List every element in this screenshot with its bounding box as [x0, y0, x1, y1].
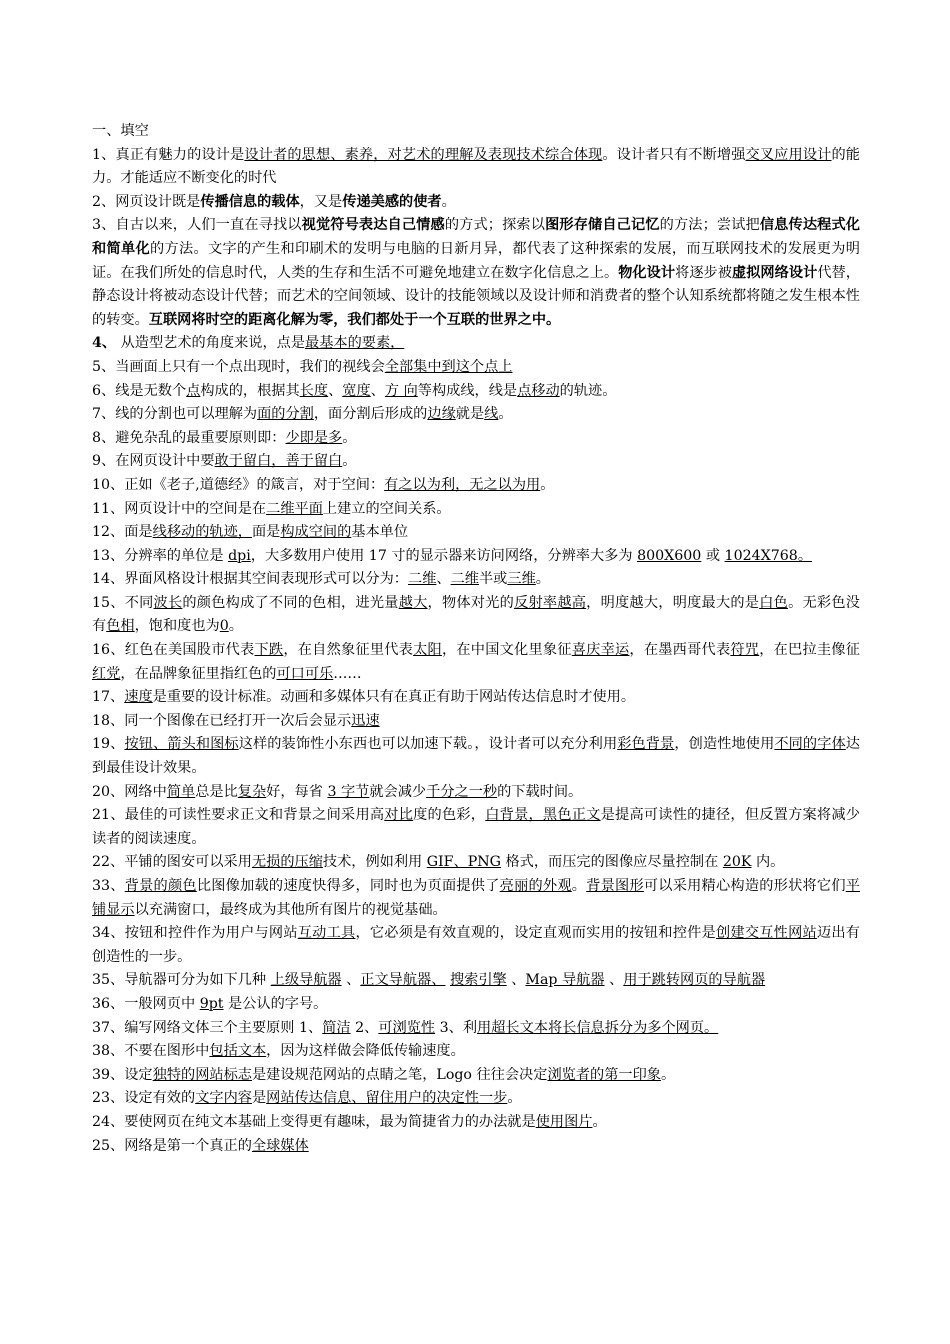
answer-text: 二维平面: [266, 500, 323, 517]
answer-text: 平铺显示: [92, 878, 860, 918]
answer-text: 背景图形: [586, 878, 644, 894]
text-run: 19、: [92, 736, 125, 753]
paragraph: [92, 686, 860, 710]
text-run: 比图像加载的速度快得多，同时也为页面提供了: [196, 878, 500, 894]
answer-text: 全部集中到这个点上: [384, 358, 513, 375]
text-run: 35、导航器可分为如下几种: [92, 972, 271, 989]
paragraph: [92, 1064, 860, 1088]
paragraph: [92, 568, 860, 592]
paragraph: [92, 474, 860, 498]
answer-text: 简洁: [322, 1019, 351, 1036]
text-run: ，明度越大，明度最大的是: [586, 594, 760, 611]
text-run: 、: [604, 972, 624, 989]
answer-text: 千分之一秒: [426, 783, 498, 800]
text-run: 6、线是无数个: [92, 382, 187, 399]
paragraph: [92, 521, 860, 545]
text-run: 。: [498, 406, 513, 423]
bold-text: 互联网将时空的距离化解为零，我们都处于一个互联的世界之中。: [148, 311, 561, 328]
text-run: 的颜色构成了不同的色相，进光量: [182, 594, 399, 611]
text-run: ，又是: [299, 193, 343, 210]
paragraph: [92, 639, 860, 686]
text-run: 38、不要在图形中: [92, 1043, 210, 1060]
text-run: 的能力。才能适应不断变化的时代: [92, 146, 860, 187]
paragraph: [92, 214, 860, 332]
answer-text: 构成空间的: [280, 524, 352, 541]
paragraph: [92, 1040, 860, 1064]
text-run: 格式，而压完的图像应尽量控制在: [500, 854, 723, 871]
answer-text: 彩色背景: [617, 736, 675, 753]
answer-text: 敢于留白，善于留白: [214, 453, 343, 470]
answer-text: 可口可乐: [276, 665, 334, 682]
answer-text: 浏览者的第一印象: [547, 1066, 661, 1083]
text-run: 。: [592, 1113, 607, 1130]
text-run: 13、分辨率的单位是: [92, 547, 229, 564]
answer-text: 亮丽的外观: [499, 878, 572, 894]
text-run: 是: [251, 1090, 267, 1107]
answer-text: 不同的字体: [774, 736, 846, 753]
text-run: 10、正如《老子,道德经》的箴言，对于空间：: [92, 476, 385, 493]
paragraph: [92, 545, 860, 569]
text-run: ，在墨西哥代表: [629, 642, 731, 659]
text-run: 8、避免杂乱的最重要原则即：: [92, 429, 286, 446]
text-run: 2、网页设计既是: [92, 193, 201, 210]
answer-text: 1024X768。: [724, 547, 813, 564]
paragraph: [92, 427, 860, 451]
text-run: 7、线的分割也可以理解为: [92, 406, 258, 423]
text-run: ，在品牌象征里指红色的: [120, 665, 277, 682]
text-run: 一、填空: [92, 123, 149, 139]
text-run: ，在中国文化里象征: [441, 642, 572, 659]
text-run: 以充满窗口，最终成为其他所有图片的视觉基础。: [134, 901, 447, 918]
text-run: 21、最佳的可读性要求正文和背景之间采用高: [92, 807, 385, 824]
text-run: 18、同一个图像在已经打开一次后会显示: [92, 712, 352, 729]
answer-text: 迅速: [351, 712, 380, 729]
paragraph: [92, 1135, 860, 1159]
text-run: 5、当画面上只有一个点出现时，我们的视线会: [92, 358, 385, 375]
paragraph: [92, 804, 860, 851]
text-run: 。: [571, 878, 587, 894]
text-run: 的方式；探索以: [444, 217, 546, 234]
answer-text: 色相: [106, 618, 135, 635]
answer-text: 边缘: [427, 406, 456, 423]
answer-text: 创建交互性网站: [715, 925, 817, 942]
paragraph: [92, 380, 860, 404]
answer-text: 用于跳转网页的导航器: [623, 972, 766, 989]
answer-text: 包括文本: [209, 1043, 267, 1060]
text-run: 就是: [455, 406, 485, 423]
answer-text: 搜索引擎: [449, 972, 507, 989]
answer-text: 二维: [450, 571, 479, 588]
paragraph: [92, 710, 860, 734]
answer-text: 互动工具: [297, 925, 356, 942]
text-run: 等构成线，线是: [417, 382, 518, 399]
text-run: 基本单位: [351, 524, 409, 541]
text-run: 3、自古以来，人们一直在寻找以: [92, 217, 302, 234]
paragraph: [92, 1017, 860, 1041]
text-run: 14、界面风格设计根据其空间表现形式可以分为：: [92, 571, 408, 588]
answer-text: 线移动的轨迹，: [152, 524, 252, 541]
text-run: 。: [507, 1090, 522, 1107]
text-run: 将逐步被: [675, 264, 732, 281]
answer-text: 0: [219, 618, 229, 635]
text-run: 技术，例如利用: [322, 854, 427, 871]
text-run: 的轨迹。: [559, 382, 617, 399]
section-heading: [92, 120, 860, 144]
answer-text: 按钮、箭头和图标: [124, 736, 239, 753]
bold-text: 传递美感的使者: [342, 193, 442, 210]
text-run: 面是: [251, 524, 281, 541]
answer-text: 宽度: [342, 382, 371, 399]
text-run: ……: [333, 665, 362, 682]
answer-text: 20K: [722, 854, 752, 871]
text-run: 34、按钮和控件作为用户与网站: [92, 925, 298, 942]
answer-text: 符咒: [730, 642, 760, 659]
answer-text: 白色: [759, 594, 789, 611]
text-run: 总是比: [195, 783, 238, 800]
paragraph: [92, 922, 860, 969]
text-run: 16、红色在美国股市代表: [92, 642, 255, 659]
bold-text: 虚拟网络设计: [731, 264, 818, 281]
text-run: ，在自然象征里代表: [283, 642, 414, 659]
bold-text: 信息传达程式化和简单化: [92, 217, 860, 257]
text-run: 。: [535, 571, 550, 588]
text-run: 可以采用精心构造的形状将它们: [643, 878, 846, 894]
answer-text: 简单: [166, 783, 196, 800]
paragraph: [92, 191, 860, 215]
text-run: 从造型艺术的角度来说，点是: [116, 335, 306, 352]
bold-text: 图形存储自己记忆: [545, 217, 660, 234]
text-run: ，面分割后形成的: [313, 406, 428, 423]
answer-text: 全球媒体: [251, 1137, 309, 1154]
text-run: 、: [370, 382, 385, 399]
answer-text: GIF、PNG: [426, 854, 501, 871]
answer-text: 最基本的要素，: [305, 335, 405, 352]
answer-text: 速度: [124, 689, 153, 706]
answer-text: 反射率越高: [514, 594, 587, 611]
text-run: 是提高可读性的捷径，但反置方案将减少读者的阅读速度。: [92, 807, 860, 847]
text-run: 33、: [92, 878, 125, 894]
text-run: 39、设定: [92, 1066, 153, 1083]
answer-text: 使用图片: [535, 1113, 593, 1130]
paragraph: [92, 969, 860, 993]
text-run: 的方法；尝试把: [659, 217, 760, 234]
answer-text: 线: [484, 406, 499, 423]
text-run: 24、要使网页在纯文本基础上变得更有趣味，最为简捷省力的办法就是: [92, 1113, 536, 1130]
bold-text: 传播信息的载体: [200, 193, 300, 210]
text-run: 。: [228, 618, 243, 635]
bold-text: 4、: [92, 335, 117, 352]
text-run: 这样的装饰性小东西也可以加速下载。，设计者可以充分利用: [238, 736, 618, 753]
text-run: 的下载时间。: [497, 783, 583, 800]
bold-text: 物化设计: [618, 264, 676, 281]
answer-text: 3 字节: [327, 783, 370, 800]
answer-text: 独特的网站标志: [152, 1066, 252, 1083]
text-run: 好，每省: [266, 783, 328, 800]
text-run: 、: [328, 382, 343, 399]
text-run: 、: [436, 571, 451, 588]
answer-text: 上级导航器: [270, 972, 342, 989]
text-run: 1、真正有魅力的设计是: [92, 146, 245, 163]
answer-text: 越大: [398, 594, 428, 611]
text-run: 3、利: [435, 1019, 478, 1036]
answer-text: 交叉应用设计: [745, 146, 832, 163]
answer-text: 下跌: [254, 642, 284, 659]
paragraph: [92, 144, 860, 191]
text-run: 上建立的空间关系。: [322, 500, 451, 517]
text-run: 内。: [751, 854, 785, 871]
text-run: 的方法。文字的产生和印刷术的发明与电脑的日新月异，都代表了这种探索的发展，而互联网技术的发展更为明证。在我们所处的信息时代，人类的生存和生活不可避免地建立在数字化信息之上。: [92, 240, 860, 281]
text-run: 构成的，根据其: [200, 382, 300, 399]
answer-text: 点移动: [517, 382, 560, 399]
answer-text: 少即是多: [285, 429, 343, 446]
answer-text: 无损的压缩: [251, 854, 323, 871]
paragraph: [92, 851, 860, 875]
text-run: 度的色彩，: [413, 807, 486, 824]
answer-text: 长度: [299, 382, 329, 399]
text-run: 代替，静态设计将被动态设计代替；而艺术的空间领域、设计的技能领域以及设计师和消费者的整个认知系统都将随之发生根本性的转变。: [92, 264, 860, 328]
paragraph: [92, 450, 860, 474]
answer-text: 喜庆幸运: [571, 642, 630, 659]
answer-text: 点: [186, 382, 201, 399]
text-run: 20、网络中: [92, 783, 167, 800]
answer-text: 背景的颜色: [124, 878, 197, 894]
paragraph: [92, 993, 860, 1017]
text-run: 、: [341, 972, 361, 989]
text-run: 半或: [478, 571, 508, 588]
paragraph: [92, 1087, 860, 1111]
text-run: 就会减少: [369, 783, 427, 800]
text-run: 。设计者只有不断增强: [602, 146, 746, 163]
text-run: 。: [342, 429, 357, 446]
text-run: 17、: [92, 689, 125, 706]
text-run: ，因为这样做会降低传输速度。: [266, 1043, 465, 1060]
text-run: 15、不同: [92, 594, 154, 611]
answer-text: 文字内容: [195, 1090, 252, 1107]
answer-text: dpi: [228, 547, 251, 564]
text-run: 36、一般网页中: [92, 995, 200, 1012]
text-run: 2、: [350, 1019, 379, 1036]
text-run: 、: [506, 972, 526, 989]
answer-text: 正文导航器、: [360, 972, 446, 989]
paragraph: [92, 733, 860, 780]
answer-text: 三维: [507, 571, 536, 588]
answer-text: 二维: [408, 571, 437, 588]
paragraph: [92, 875, 860, 922]
answer-text: 波长: [153, 594, 183, 611]
text-run: 是公认的字号。: [223, 995, 328, 1012]
text-run: 达到最佳设计效果。: [92, 736, 860, 777]
answer-text: 用超长文本将长信息拆分为多个网页。: [477, 1019, 719, 1036]
text-run: 25、网络是第一个真正的: [92, 1137, 252, 1154]
text-run: 11、网页设计中的空间是在: [92, 500, 267, 517]
answer-text: Map 导航器: [525, 972, 605, 989]
answer-text: 面的分割: [257, 406, 314, 423]
answer-text: 可浏览性: [378, 1019, 436, 1036]
text-run: 迈出有创造性的一步。: [92, 925, 860, 965]
paragraph: [92, 356, 860, 380]
text-run: 12、面是: [92, 524, 153, 541]
answer-text: 白背景，黑色正文: [485, 807, 601, 824]
text-run: 是重要的设计标准。动画和多媒体只有在真正有助于网站传达信息时才使用。: [152, 689, 636, 706]
paragraph: [92, 403, 860, 427]
bold-text: 视觉符号表达自己情感: [301, 217, 445, 234]
text-run: 22、平铺的图安可以采用: [92, 854, 252, 871]
text-run: 9、在网页设计中要: [92, 453, 215, 470]
text-run: ，创造性地使用: [674, 736, 775, 753]
answer-text: 网站传达信息、留住用户的决定性一步: [266, 1090, 508, 1107]
answer-text: 太阳: [413, 642, 442, 659]
answer-text: 方 向: [384, 382, 418, 399]
answer-text: 800X600: [637, 547, 702, 564]
answer-text: 对比: [384, 807, 414, 824]
answer-text: 设计者的思想、素养，对艺术的理解及表现技术综合体现: [244, 146, 603, 163]
paragraph: [92, 592, 860, 639]
text-run: ，大多数用户使用 17 寸的显示器来访问网络，分辨率大多为: [250, 547, 638, 564]
text-run: 是建设规范网站的点睛之笔，Logo 往往会决定: [251, 1066, 548, 1083]
text-run: 。无彩色没有: [92, 594, 860, 635]
paragraph: [92, 332, 860, 356]
text-run: 。: [660, 1066, 676, 1083]
text-run: ，饱和度也为: [134, 618, 220, 635]
text-run: 。: [342, 453, 357, 470]
text-run: 37、编写网络文体三个主要原则 1、: [92, 1019, 323, 1036]
text-run: 或: [701, 547, 725, 564]
text-run: ，物体对光的: [427, 594, 515, 611]
text-run: 。: [441, 193, 456, 210]
answer-text: 复杂: [237, 783, 267, 800]
text-run: ，在巴拉圭像征: [759, 642, 860, 659]
answer-text: 有之以为利，无之以为用: [384, 476, 541, 493]
answer-text: 9pt: [199, 995, 224, 1012]
text-run: ，它必须是有效直观的，设定直观而实用的按钮和控件是: [355, 925, 716, 942]
paragraph: [92, 1111, 860, 1135]
text-run: 23、设定有效的: [92, 1090, 196, 1107]
text-run: 。: [540, 476, 555, 493]
document-page: [92, 120, 860, 1158]
paragraph: [92, 781, 860, 805]
paragraph: [92, 498, 860, 522]
answer-text: 红党: [92, 665, 121, 682]
